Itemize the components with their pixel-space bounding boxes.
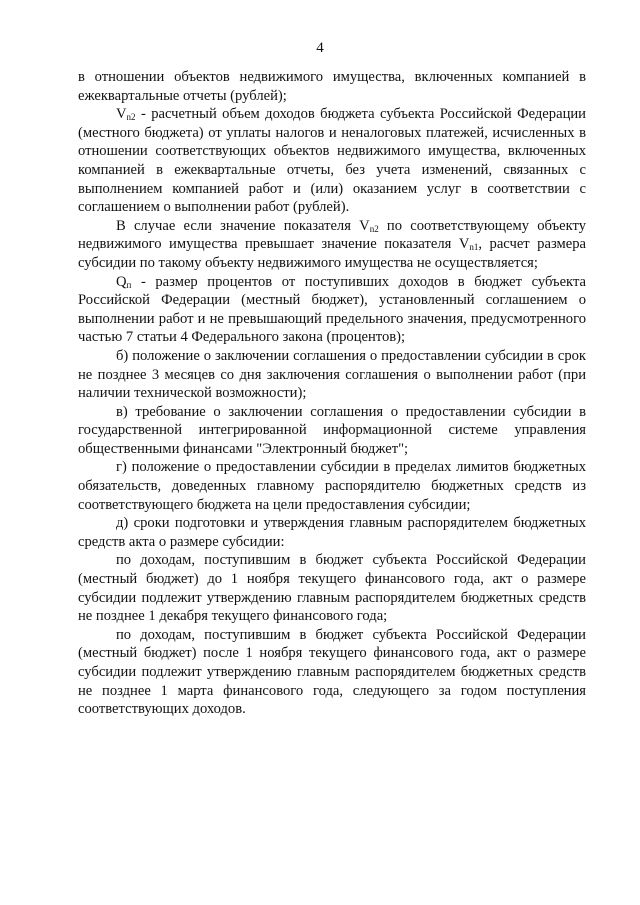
paragraph-text: - размер процентов от поступивших доходов в бюджет субъекта Российской Федерации (местный бюджет), установленный соглашением о выполнении работ и не превышающий предельного значения, предусмотренного частью 7 статьи 4 Федерального закона (процентов); [78, 273, 586, 346]
variable-subscript: n2 [369, 223, 379, 234]
variable-v [116, 106, 136, 122]
paragraph-before-nov [78, 551, 586, 625]
page-number: 4 [316, 40, 324, 56]
paragraph-qn-definition [78, 273, 586, 347]
paragraph-item-d [78, 514, 586, 551]
paragraph-item-b [78, 347, 586, 403]
variable-subscript: n1 [469, 242, 479, 253]
variable-v-second [459, 236, 479, 252]
paragraph-text: г) положение о предоставлении субсидии в пределах лимитов бюджетных обязательств, доведенных главному распорядителю бюджетных средств из соответствующего бюджета на цели предоставления субсидии; [78, 459, 586, 513]
paragraph-text-middle: по соответствующему объекту недвижимого имущества превышает значение показателя [78, 217, 586, 253]
variable-symbol: V [458, 236, 470, 253]
variable-symbol: Q [116, 273, 127, 290]
paragraph-text: в) требование о заключении соглашения о предоставлении субсидии в государственной интегрированной информационной системе управления общественными финансами "Электронный бюджет"; [78, 403, 586, 457]
paragraph-vn2-definition [78, 105, 586, 217]
paragraph-text-end: , расчет размера субсидии по такому объекту недвижимого имущества не осуществляется; [78, 236, 586, 271]
paragraph-text: - расчетный объем доходов бюджета субъекта Российской Федерации (местного бюджета) от уплаты налогов и неналоговых платежей, исчисленных в отношении соответствующих объектов недвижимого имущества, включенных компанией в ежеквартальные отчеты, без учета изменений, связанных с выполнением компанией работ и (или) оказанием услуг в соответствии с соглашением о выполнении работ (рублей). [78, 106, 586, 216]
paragraph-text: по доходам, поступившим в бюджет субъекта Российской Федерации (местный бюджет) до 1 ноября текущего финансового года, акт о размере субсидии подлежит утверждению главным распорядителем бюджетных средств не позднее 1 декабря текущего финансового года; [78, 552, 586, 625]
paragraph-item-v [78, 403, 586, 459]
paragraph-text: по доходам, поступившим в бюджет субъекта Российской Федерации (местный бюджет) после 1 ноября текущего финансового года, акт о размере субсидии подлежит утверждению главным распорядителем бюджетных средств не позднее 1 марта финансового года, следующего за годом поступления соответствующих доходов. [78, 626, 586, 718]
paragraph-text-start: В случае если значение показателя [116, 217, 360, 234]
paragraph-text: б) положение о заключении соглашения о предоставлении субсидии в срок не позднее 3 месяцев со дня заключения соглашения о выполнении работ (при наличии технической возможности); [78, 347, 586, 402]
paragraph-item-g [78, 458, 586, 514]
paragraph-after-nov [78, 626, 586, 719]
variable-symbol: V [359, 217, 370, 234]
variable-v [359, 218, 379, 234]
paragraph-vn2-condition [78, 217, 586, 273]
variable-symbol: V [116, 106, 127, 123]
variable-subscript: п [126, 279, 132, 290]
paragraph-text: в отношении объектов недвижимого имущества, включенных компанией в ежеквартальные отчеты (рублей); [78, 69, 586, 104]
variable-q [116, 274, 131, 290]
paragraph-text: д) сроки подготовки и утверждения главным распорядителем бюджетных средств акта о размере субсидии: [78, 515, 586, 550]
paragraph-continuation [78, 68, 586, 105]
variable-subscript: n2 [126, 112, 136, 123]
document-body [78, 68, 586, 719]
